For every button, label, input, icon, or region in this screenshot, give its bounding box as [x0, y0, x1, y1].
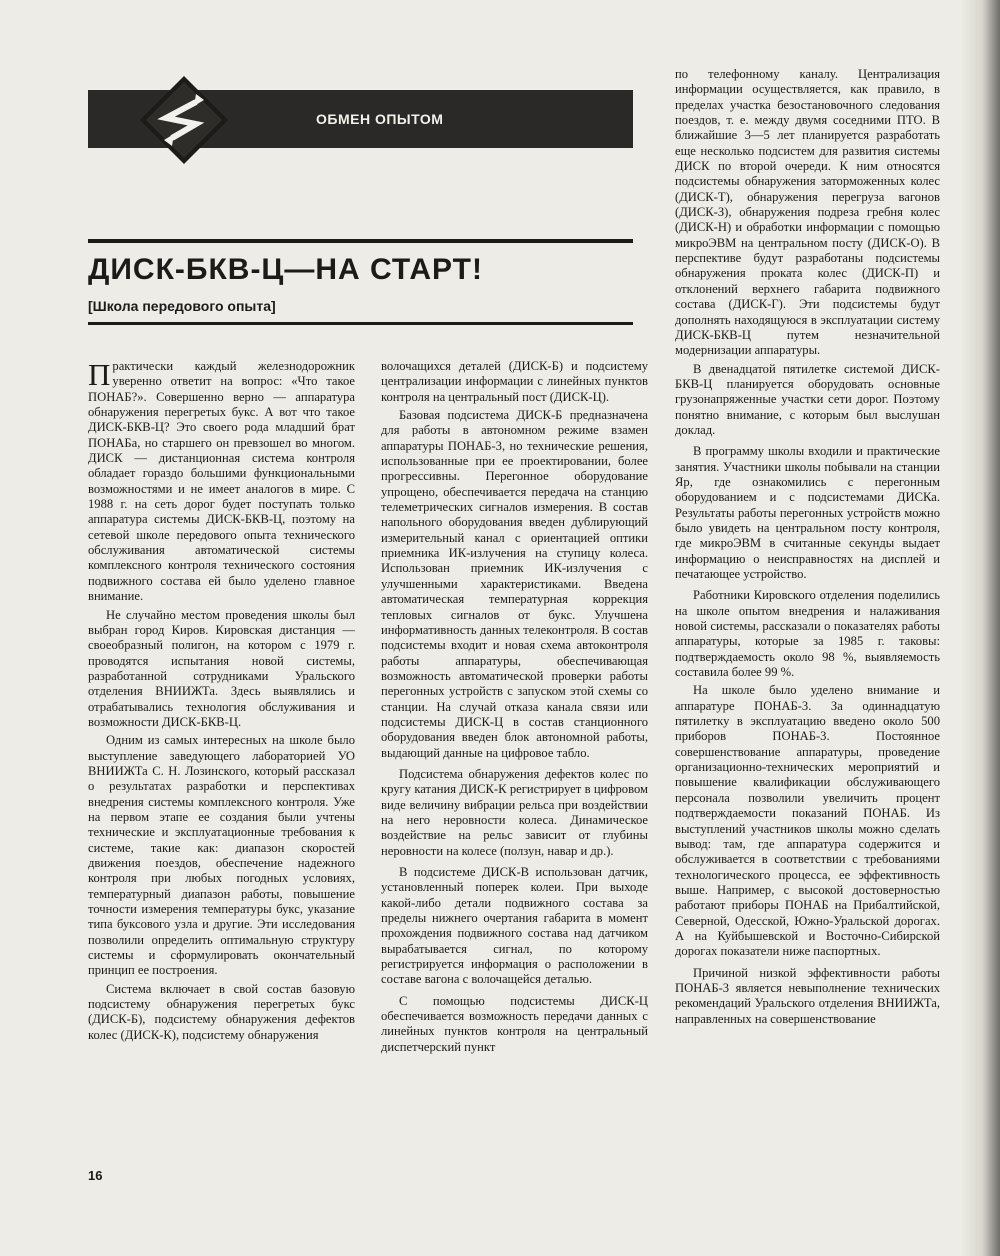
page-edge-shadow [960, 0, 1000, 1256]
text-column-2 [381, 359, 648, 1058]
paragraph: В программу школы входили и практические занятия. Участники школы побывали на станции Яр, где ознакомились с перегонным оборудованием и с подсистемами ДИСКа. Результаты работы перегонных устройств можно было увидеть на центральном посту контроля, где микроЭВМ в считанные секунды выдает информацию о неисправностях на дисплей и печатающее устройство. [675, 444, 940, 581]
article-title: ДИСК-БКВ-Ц—НА СТАРТ! [88, 253, 483, 286]
paragraph: Причиной низкой эффективности работы ПОНАБ-3 является невыполнение технических рекомендаций Уральского отделения ВНИИЖТа, направленных на совершенствование [675, 965, 940, 1026]
drop-cap: П [88, 357, 111, 392]
paragraph: Работники Кировского отделения поделились на школе опытом внедрения и налаживания новой системы, рассказали о показателях работы аппаратуры, которые за 1985 г. таковы: подтверждаемость около 98 %, выявляемость составила более 99 %. [675, 588, 940, 680]
article-subtitle: [Школа передового опыта] [88, 298, 276, 314]
page-number: 16 [88, 1168, 103, 1183]
dollar-s-arrow-icon [138, 74, 230, 166]
paragraph: по телефонному каналу. Централизация информации осуществляется, как правило, в пределах участка безостановочного следования поездов, т. е. между двумя соседними ПТО. В ближайшие 3—5 лет планируется разработать еще несколько подсистем для развития системы ДИСК по второй очереди. К ним относятся подсистемы обнаружения заторможенных колес (ДИСК-Т), обнаружения перегруза вагонов (ДИСК-З), обнаружения подреза гребня колес (ДИСК-Н) и обработки информации с помощью микроЭВМ на центральном посту (ДИСК-О). В перспективе будут разработаны подсистемы обнаружения проката колес (ДИСК-П) и отклонений верхнего габарита подвижного состава (ДИСК-Г). Эти подсистемы будут дополнять находящуюся в эксплуатации систему ДИСК-БКВ-Ц путем незначительной модернизации аппаратуры. [675, 67, 940, 358]
text-column-3 [675, 67, 940, 1030]
title-rule-bottom [88, 322, 633, 325]
paragraph: Система включает в свой состав базовую подсистему обнаружения перегретых букс (ДИСК-Б), подсистему обнаружения дефектов колес (ДИСК-К), подсистему обнаружения [88, 981, 355, 1042]
paragraph: Базовая подсистема ДИСК-Б предназначена для работы в автономном режиме взамен аппаратуры ПОНАБ-3, но технические решения, использованные при ее проектировании, более прогрессивны. Перегонное оборудование упрощено, обеспечивается передача на станцию телеметрических сигналов измерения. В состав напольного оборудования введен дублирующий измерительный канал с ориентацией оптики приемника ИК-излучения на ступицу колеса. Использован приемник ИК-излучения с улучшенными характеристиками. Введена автоматическая температурная коррекция тепловых сигналов от букс. Улучшена информативность данных телеконтроля. В состав подсистемы входит и новая схема автоконтроля работы аппаратуры, обеспечивающая возможность автоматической проверки работы перегонных устройств с запуском этой схемы со станции. На случай отказа канала связи или подсистемы ДИСК-Ц в состав станционного оборудования введен блок автономной работы, выдающий данные на цифровое табло. [381, 408, 648, 760]
paragraph: В подсистеме ДИСК-В использован датчик, установленный поперек колеи. При выходе какой-либо детали подвижного состава за пределы нижнего очертания габарита в момент прохождения подвижного состава над датчиком вырабатывается сигнал, по которому регистрируется информация о расположении в составе вагона с волочащейся деталью. [381, 865, 648, 987]
paragraph: волочащихся деталей (ДИСК-Б) и подсистему централизации информации с линейных пунктов контроля на центральный пост (ДИСК-Ц). [381, 359, 648, 404]
paragraph: Практически каждый железнодорожник уверенно ответит на вопрос: «Что такое ПОНАБ?». Совершенно верно — аппаратура обнаружения перегретых букс. А вот что такое ДИСК-БКВ-Ц? Это своего рода младший брат ПОНАБа, но старшего он превзошел во многом. ДИСК — дистанционная система контроля обладает гораздо большими функциональными возможностями и не имеет аналогов в мире. С 1988 г. на сеть дорог будет поступать только аппаратура системы ДИСК-БКВ-Ц, поэтому на сетевой школе передового опыта технического обслуживания автоматической системы комплексного контроля технического состояния подвижного состава ей было уделено главное внимание. [88, 357, 355, 604]
paragraph: С помощью подсистемы ДИСК-Ц обеспечивается возможность передачи данных с линейных пунктов контроля на центральный диспетчерский пункт [381, 993, 648, 1054]
paragraph: Подсистема обнаружения дефектов колес по кругу катания ДИСК-К регистрирует в цифровом виде величину вибрации рельса при воздействии на него неровности колеса. Динамическое воздействие на рельс зависит от глубины неровности на колесе (ползун, навар и др.). [381, 766, 648, 858]
paragraph: Не случайно местом проведения школы был выбран город Киров. Кировская дистанция — своеобразный полигон, на котором с 1979 г. проводятся испытания новой системы, разработанной сотрудниками Уральского отделения ВНИИЖТа. Здесь выявлялись и отрабатывались технология обслуживания и возможности ДИСК-БКВ-Ц. [88, 607, 355, 729]
text-column-1 [88, 359, 355, 1046]
title-rule-top [88, 239, 633, 243]
paragraph: На школе было уделено внимание и аппаратуре ПОНАБ-3. За одиннадцатую пятилетку в эксплуатацию введено около 500 приборов ПОНАБ-3. Постоянное совершенствование аппаратуры, проведение организационно-технических мероприятий и повышение квалификации обслуживающего персонала позволили увеличить процент подтверждаемости показаний ПОНАБ. Из выступлений участников школы можно сделать вывод: там, где аппаратура содержится и обслуживается в соответствии с требованиями технологического процесса, ее эффективность выше. Например, с высокой достоверностью работают приборы ПОНАБ на Прибалтийской, Северной, Одесской, Южно-Уральской дорогах. А на Куйбышевской и Восточно-Сибирской дорогах показатели ниже паспортных. [675, 683, 940, 959]
paragraph: Одним из самых интересных на школе было выступление заведующего лабораторией УО ВНИИЖТа С. Н. Лозинского, который рассказал о результатах разработки и перспективах внедрения системы комплексного контроля. Уже на первом этапе ее создания были учтены технические и эксплуатационные требования к системе, такие как: диапазон скоростей движения поездов, обеспечение надежного контроля при любых погодных условиях, температурный диапазон работы, повышение точности измерения температуры букс, указание типа буксового узла и другие. Эти исследования позволили определить оптимальную структуру системы и сформулировать окончательный принцип ее построения. [88, 733, 355, 978]
paragraph: В двенадцатой пятилетке системой ДИСК-БКВ-Ц планируется оборудовать основные грузонапряженные участки сети дорог. Поэтому понятно внимание, с которым был выслушан доклад. [675, 361, 940, 437]
section-label: ОБМЕН ОПЫТОМ [316, 111, 444, 127]
